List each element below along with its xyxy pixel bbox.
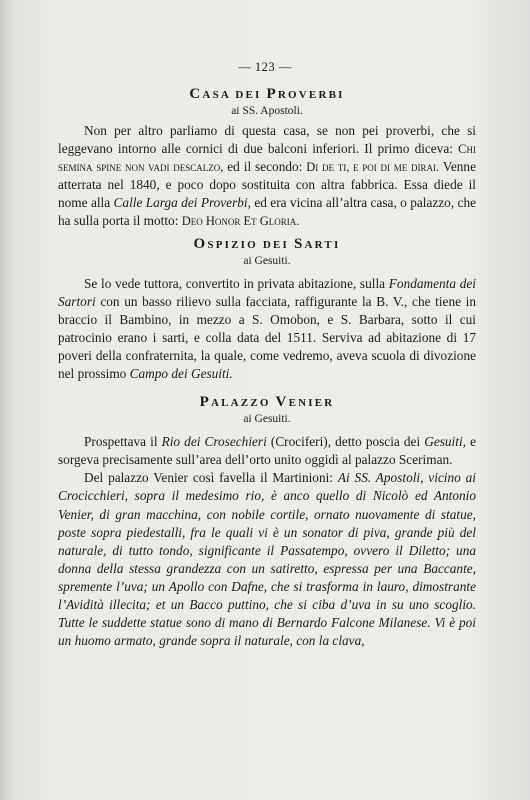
section-title-ospizio-dei-sarti: OSPIZIO DEI SARTI [193,235,341,252]
paragraph: Se lo vede tuttora, convertito in privata abitazione, sulla Fondamenta dei Sartori con un basso rilievo sulla facciata, raffigurante la B. V., che tiene in braccio il Bambino, in mezzo a S. Omobon, e S. Barbara, sotto il cui patrocinio erano i sarti, e colla data del 1511. Serviva ad abitazione di 17 poveri della confraternita, la quale, come vedremo, aveva scuola di divozione nel prossimo Campo dei Gesuiti. [58,275,477,382]
section-title-casa-dei-proverbi: CASA DEI PROVERBI [189,86,345,102]
section-subtitle: ai Gesuiti. [243,254,291,267]
paragraph: Non per altro parliamo di questa casa, se non pei proverbi, che si leggevano intorno alle cornici di due balconi inferiori. Il primo diceva: Chi semina spine non vadi descalzo, ed il secondo: Di de ti, e poi di me dirai. Venne atterrata nel 1840, e poco dopo sostituita con altra fabbrica. Essa diede il nome alla Calle Larga dei Proverbi, ed era vicina all’altra casa, o palazzo, che ha sulla porta il motto: Deo Honor Et Gloria. [58,123,476,229]
paragraph: Del palazzo Venier così favella il Martinioni: Ai SS. Apostoli, vicino ai Crocicchieri, sopra il medesimo rio, è anco quello di Nicolò ed Antonio Venier, di gran macchina, con nobile cortile, ornato nuovamente di statue, poste sopra piedestalli, fra le quali vi è un sonator di piva, grande più del naturale, di tutto tondo, significante il Passatempo, ovvero il Diletto; una donna della stessa grandezza con un satiretto, espressa per una Baccante, spremente l’uva; un Apollo con Dafne, che si trasforma in lauro, dimostrante l’Avidità illecita; et un Bacco puttino, che si ciba d’uva in su uno scoglio. Tutte le suddette statue sono di mano di Bernardo Falcone Milanese. Vi è poi un huomo armato, grande sopra il naturale, con la clava, [58,470,476,649]
page-number: — 123 — [238,60,292,74]
paragraph: Prospettava il Rio dei Crosechieri (Crociferi), detto poscia dei Gesuiti, e sorgeva precisamente sull’area dell’orto unito oggidì al palazzo Sceriman. [58,434,476,468]
section-subtitle: ai Gesuiti. [243,413,291,426]
page-content [58,85,476,650]
section-subtitle: ai SS. Apostoli. [231,105,303,117]
section-title-palazzo-venier: PALAZZO VENIER [199,394,335,411]
